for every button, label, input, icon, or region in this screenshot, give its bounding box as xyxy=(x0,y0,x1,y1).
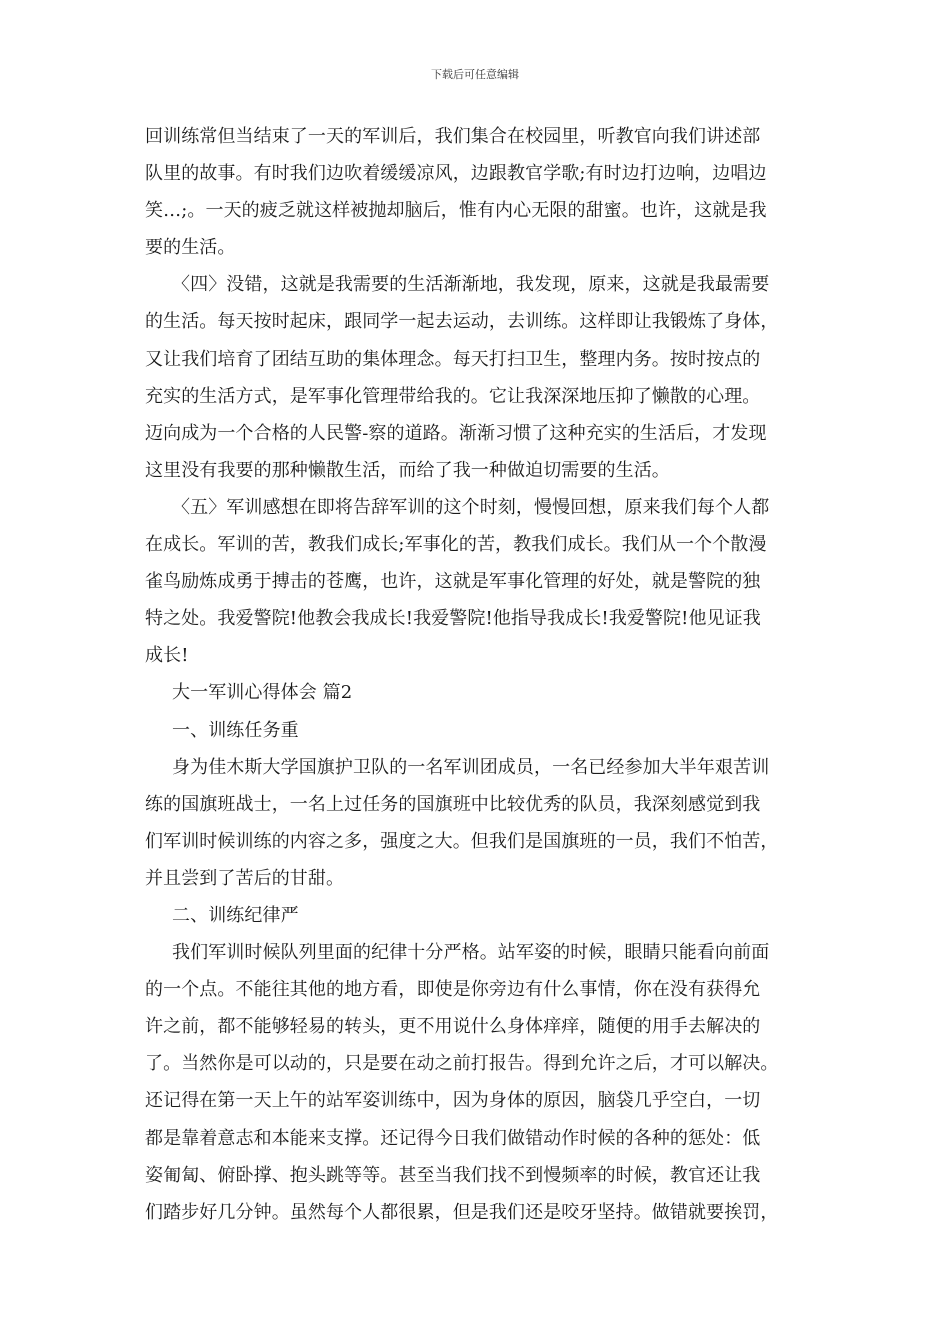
text-line: 雀鸟励炼成勇于搏击的苍鹰，也许，这就是军事化管理的好处，就是警院的独 xyxy=(145,571,761,593)
document-body xyxy=(145,118,825,1231)
text-line: 充实的生活方式，是军事化管理带给我的。它让我深深地压抑了懒散的心理。 xyxy=(145,385,761,407)
text-line: 们踏步好几分钟。虽然每个人都很累，但是我们还是咬牙坚持。做错就要挨罚， xyxy=(145,1201,779,1223)
text-line: 这里没有我要的那种懒散生活，而给了我一种做迫切需要的生活。 xyxy=(145,459,670,481)
text-line: 〈五〉军训感想在即将告辞军训的这个时刻，慢慢回想，原来我们每个人都 xyxy=(172,496,770,518)
text-line: 一、训练任务重 xyxy=(172,719,299,741)
text-line: 的生活。每天按时起床，跟同学一起去运动，去训练。这样即让我锻炼了身体， xyxy=(145,311,779,333)
text-line: 并且尝到了苦后的甘甜。 xyxy=(145,867,345,889)
text-line: 身为佳木斯大学国旗护卫队的一名军训团成员，一名已经参加大半年艰苦训 xyxy=(172,756,770,778)
text-line: 都是靠着意志和本能来支撑。还记得今日我们做错动作时候的各种的惩处：低 xyxy=(145,1127,761,1149)
text-line: 大一军训心得体会 篇2 xyxy=(172,682,353,704)
text-line: 笑…;。一天的疲乏就这样被抛却脑后，惟有内心无限的甜蜜。也许，这就是我 xyxy=(145,200,767,222)
text-line: 的一个点。不能往其他的地方看，即使是你旁边有什么事情，你在没有获得允 xyxy=(145,979,761,1001)
text-line: 二、训练纪律严 xyxy=(172,904,299,926)
text-line: 〈四〉没错，这就是我需要的生活渐渐地，我发现，原来，这就是我最需要 xyxy=(172,274,770,296)
text-line: 要的生活。 xyxy=(145,237,236,259)
text-line: 了。当然你是可以动的，只是要在动之前打报告。得到允许之后，才可以解决。 xyxy=(145,1053,779,1075)
text-line: 许之前，都不能够轻易的转头，更不用说什么身体痒痒，随便的用手去解决的 xyxy=(145,1016,761,1038)
text-line: 练的国旗班战士，一名上过任务的国旗班中比较优秀的队员，我深刻感觉到我 xyxy=(145,793,761,815)
text-line: 还记得在第一天上午的站军姿训练中，因为身体的原因，脑袋几乎空白，一切 xyxy=(145,1090,761,1112)
text-line: 们军训时候训练的内容之多，强度之大。但我们是国旗班的一员，我们不怕苦， xyxy=(145,830,779,852)
text-line: 成长! xyxy=(145,645,189,667)
text-line: 迈向成为一个合格的人民警-察的道路。渐渐习惯了这种充实的生活后，才发现 xyxy=(145,422,767,444)
text-line: 队里的故事。有时我们边吹着缓缓凉风，边跟教官学歌;有时边打边响，边唱边 xyxy=(145,163,767,185)
text-line: 我们军训时候队列里面的纪律十分严格。站军姿的时候，眼睛只能看向前面 xyxy=(172,942,770,964)
page-header: 下载后可任意编辑 xyxy=(431,68,519,81)
text-line: 特之处。我爱警院!他教会我成长!我爱警院!他指导我成长!我爱警院!他见证我 xyxy=(145,608,761,630)
text-line: 在成长。军训的苦，教我们成长;军事化的苦，教我们成长。我们从一个个散漫 xyxy=(145,534,767,556)
text-line: 姿匍匐、俯卧撑、抱头跳等等。甚至当我们找不到慢频率的时候，教官还让我 xyxy=(145,1164,761,1186)
text-line: 又让我们培育了团结互助的集体理念。每天打扫卫生，整理内务。按时按点的 xyxy=(145,348,761,370)
text-line: 回训练常但当结束了一天的军训后，我们集合在校园里，听教官向我们讲述部 xyxy=(145,126,761,147)
